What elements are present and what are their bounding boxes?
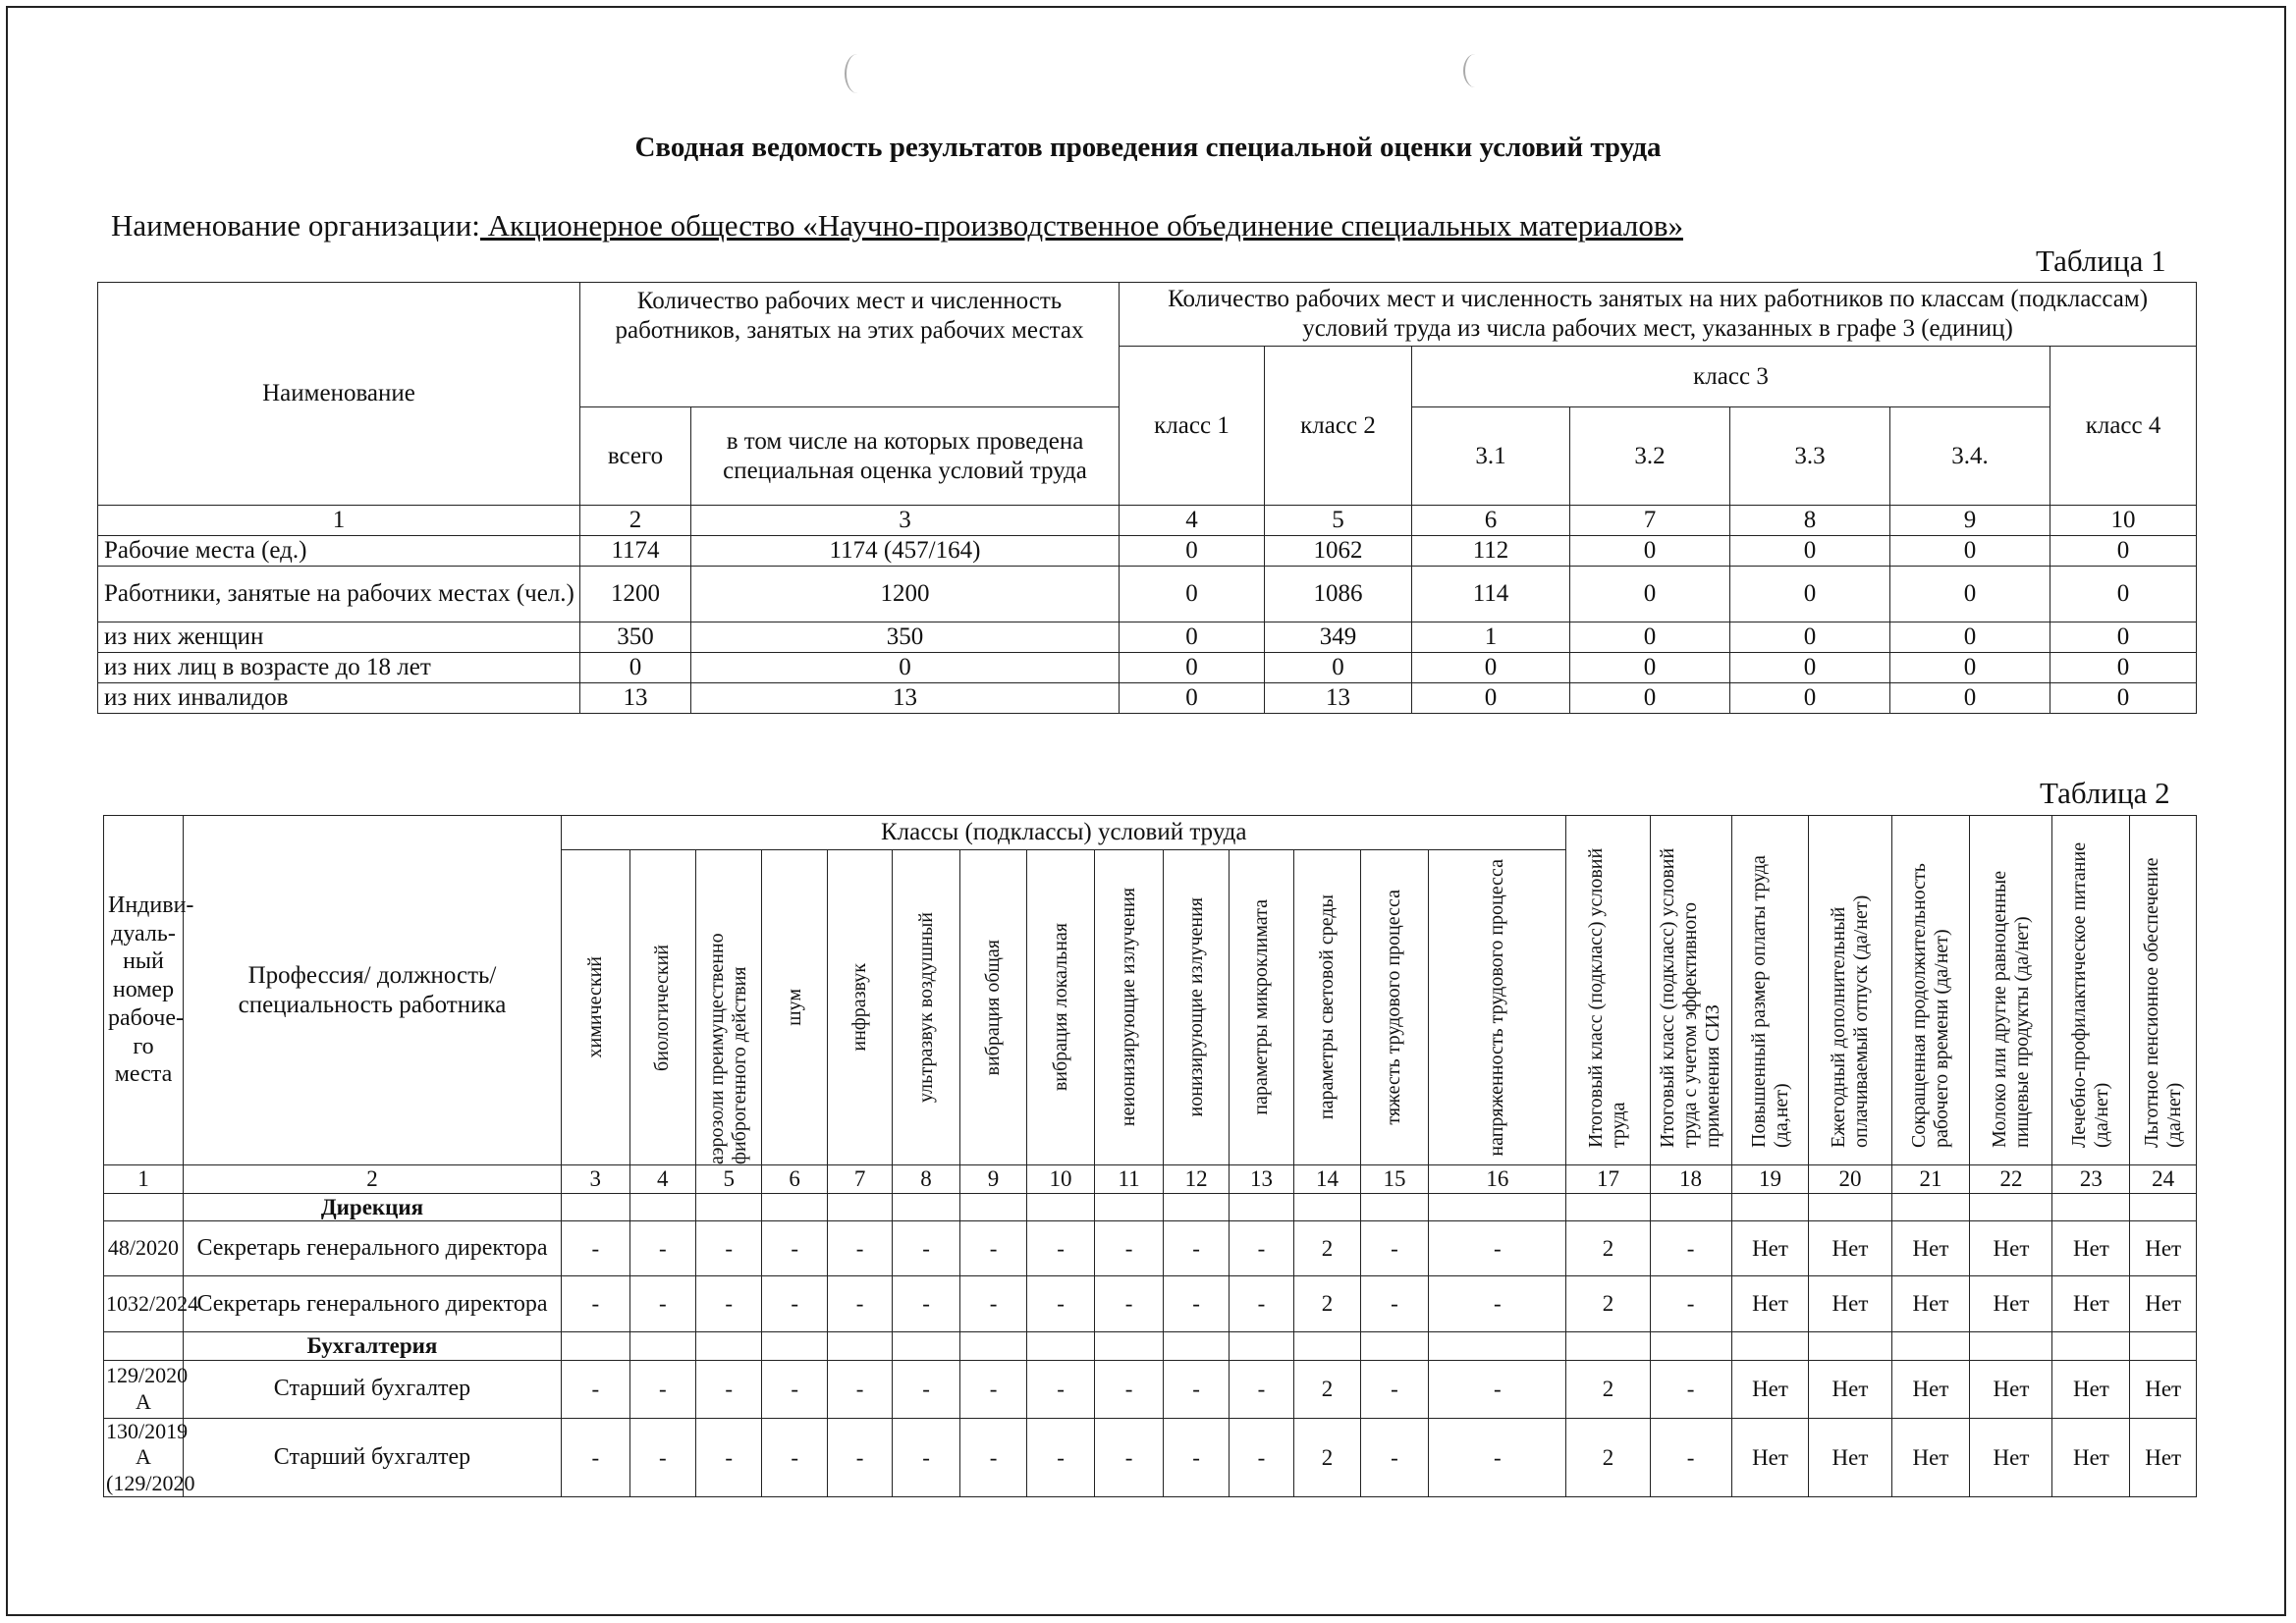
workplace-id: 130/2019 А (129/2020 bbox=[104, 1418, 184, 1496]
column-number: 2 bbox=[580, 506, 691, 536]
table-cell: 350 bbox=[580, 622, 691, 653]
column-numbers-row bbox=[104, 1165, 2197, 1194]
table-cell: 349 bbox=[1265, 622, 1412, 653]
table-cell: Нет bbox=[2052, 1360, 2130, 1418]
table-cell: Нет bbox=[1891, 1360, 1970, 1418]
table-cell: Нет bbox=[2130, 1221, 2197, 1276]
table-cell: - bbox=[1027, 1360, 1095, 1418]
group-b-header: Количество рабочих мест и численность занятых на них работников по классам (подклассам) условий труда из числа рабочих мест, указанных в графе 3 (единиц) bbox=[1120, 283, 2197, 347]
organization-name: Акционерное общество «Научно-производственное объединение специальных материалов» bbox=[479, 208, 1683, 243]
column-number: 4 bbox=[629, 1165, 695, 1194]
profession-name: Секретарь генерального директора bbox=[183, 1221, 561, 1276]
table-cell: - bbox=[562, 1360, 630, 1418]
table-cell: - bbox=[827, 1418, 892, 1496]
column-number: 9 bbox=[1890, 506, 2050, 536]
table-cell bbox=[696, 1332, 762, 1361]
row-label: из них женщин bbox=[98, 622, 580, 653]
table-cell: 2 bbox=[1566, 1221, 1650, 1276]
factor-header: неионизирующие излучения bbox=[1094, 850, 1164, 1165]
column-number: 1 bbox=[98, 506, 580, 536]
table-cell bbox=[762, 1193, 827, 1221]
table-cell: Нет bbox=[1970, 1221, 2052, 1276]
table-cell bbox=[562, 1193, 630, 1221]
column-numbers-row bbox=[98, 506, 2197, 536]
col-name-header: Наименование bbox=[98, 283, 580, 506]
table-cell: Нет bbox=[2130, 1276, 2197, 1332]
table-cell: - bbox=[1094, 1360, 1164, 1418]
table-cell: - bbox=[696, 1221, 762, 1276]
table-cell: - bbox=[1650, 1360, 1731, 1418]
extra-header: Сокращенная продолжительность рабочего времени (да/нет) bbox=[1891, 816, 1970, 1165]
table-cell: 0 bbox=[1570, 622, 1730, 653]
extra-header: Молоко или другие равноценные пищевые продукты (да/нет) bbox=[1970, 816, 2052, 1165]
table-cell bbox=[762, 1332, 827, 1361]
table-cell: 0 bbox=[1730, 622, 1890, 653]
table-cell bbox=[696, 1193, 762, 1221]
table-cell: - bbox=[696, 1418, 762, 1496]
profession-name: Старший бухгалтер bbox=[183, 1360, 561, 1418]
table-cell bbox=[1970, 1193, 2052, 1221]
table-cell: 0 bbox=[1730, 653, 1890, 683]
table-cell: Нет bbox=[1731, 1360, 1809, 1418]
table-cell: Нет bbox=[1809, 1221, 1891, 1276]
table-cell bbox=[1731, 1332, 1809, 1361]
factor-header: напряженность трудового процесса bbox=[1429, 850, 1566, 1165]
class4-header: класс 4 bbox=[2050, 347, 2197, 506]
factor-header: ультразвук воздушный bbox=[893, 850, 960, 1165]
column-number: 17 bbox=[1566, 1165, 1650, 1194]
table-cell: 0 bbox=[1890, 683, 2050, 714]
table-cell: 0 bbox=[2050, 653, 2197, 683]
table2-caption: Таблица 2 bbox=[2040, 776, 2170, 810]
table-cell: 0 bbox=[2050, 683, 2197, 714]
sub-header-3-4: 3.4. bbox=[1890, 407, 2050, 506]
table-cell: - bbox=[629, 1418, 695, 1496]
column-number: 8 bbox=[893, 1165, 960, 1194]
column-number: 22 bbox=[1970, 1165, 2052, 1194]
table-cell: - bbox=[762, 1221, 827, 1276]
column-number: 7 bbox=[1570, 506, 1730, 536]
table-cell bbox=[1566, 1332, 1650, 1361]
table-cell: 1086 bbox=[1265, 567, 1412, 622]
table-cell: 350 bbox=[691, 622, 1120, 653]
table-cell bbox=[1731, 1193, 1809, 1221]
table-cell: - bbox=[629, 1276, 695, 1332]
table-cell: 1200 bbox=[580, 567, 691, 622]
column-number: 10 bbox=[1027, 1165, 1095, 1194]
column-number: 21 bbox=[1891, 1165, 1970, 1194]
table-cell: 0 bbox=[1570, 653, 1730, 683]
table-cell: - bbox=[1164, 1221, 1229, 1276]
factor-header: шум bbox=[762, 850, 827, 1165]
table-cell: 13 bbox=[1265, 683, 1412, 714]
table-cell: - bbox=[1229, 1360, 1293, 1418]
table-cell: 0 bbox=[1120, 567, 1265, 622]
table-cell: Нет bbox=[2130, 1418, 2197, 1496]
column-number: 6 bbox=[762, 1165, 827, 1194]
table-cell: - bbox=[893, 1221, 960, 1276]
workplace-id-header: Индиви-дуаль-ный номер рабоче-го места bbox=[104, 816, 184, 1165]
table-cell: 1 bbox=[1412, 622, 1570, 653]
sub-header-3-3: 3.3 bbox=[1730, 407, 1890, 506]
department-row bbox=[104, 1193, 2197, 1221]
sub-header-3-1: 3.1 bbox=[1412, 407, 1570, 506]
table-cell: 0 bbox=[1890, 622, 2050, 653]
factor-header: вибрация локальная bbox=[1027, 850, 1095, 1165]
column-number: 15 bbox=[1360, 1165, 1429, 1194]
table-cell bbox=[827, 1193, 892, 1221]
table-cell: - bbox=[1094, 1418, 1164, 1496]
table-cell: - bbox=[629, 1360, 695, 1418]
column-number: 5 bbox=[1265, 506, 1412, 536]
column-number: 19 bbox=[1731, 1165, 1809, 1194]
table-cell: 2 bbox=[1294, 1221, 1360, 1276]
table-cell: 2 bbox=[1294, 1276, 1360, 1332]
column-number: 24 bbox=[2130, 1165, 2197, 1194]
table-cell bbox=[1229, 1193, 1293, 1221]
table-cell: Нет bbox=[1891, 1276, 1970, 1332]
table-cell: - bbox=[827, 1276, 892, 1332]
extra-header: Ежегодный дополнительный оплачиваемый отпуск (да/нет) bbox=[1809, 816, 1891, 1165]
extra-header: Льготное пенсионное обеспечение (да/нет) bbox=[2130, 816, 2197, 1165]
table-cell: - bbox=[1229, 1221, 1293, 1276]
table-cell: 0 bbox=[580, 653, 691, 683]
table-cell bbox=[1809, 1332, 1891, 1361]
table-cell bbox=[959, 1332, 1027, 1361]
table-cell: - bbox=[762, 1276, 827, 1332]
table-cell: Нет bbox=[1809, 1418, 1891, 1496]
table-cell bbox=[1650, 1193, 1731, 1221]
table-cell: 0 bbox=[2050, 536, 2197, 567]
table-cell: - bbox=[1164, 1276, 1229, 1332]
table-cell: 1200 bbox=[691, 567, 1120, 622]
table-cell bbox=[2052, 1193, 2130, 1221]
table-cell bbox=[1229, 1332, 1293, 1361]
factor-header: инфразвук bbox=[827, 850, 892, 1165]
table-cell: 0 bbox=[1570, 567, 1730, 622]
table-cell: 0 bbox=[1265, 653, 1412, 683]
workplace-table bbox=[103, 815, 2197, 1497]
table-cell: - bbox=[1360, 1418, 1429, 1496]
column-number: 11 bbox=[1094, 1165, 1164, 1194]
table-cell: Нет bbox=[1970, 1418, 2052, 1496]
scan-mark bbox=[1463, 54, 1487, 87]
column-number: 8 bbox=[1730, 506, 1890, 536]
column-number: 18 bbox=[1650, 1165, 1731, 1194]
table-cell: 0 bbox=[1120, 683, 1265, 714]
table-cell bbox=[2130, 1193, 2197, 1221]
table-cell: - bbox=[827, 1221, 892, 1276]
table-cell: - bbox=[1650, 1418, 1731, 1496]
table-cell bbox=[1891, 1332, 1970, 1361]
table-cell: 0 bbox=[1412, 653, 1570, 683]
factor-header: тяжесть трудового процесса bbox=[1360, 850, 1429, 1165]
extra-header: Повышенный размер оплаты труда (да,нет) bbox=[1731, 816, 1809, 1165]
table-cell bbox=[1094, 1193, 1164, 1221]
table-cell bbox=[1891, 1193, 1970, 1221]
table-cell: - bbox=[1229, 1276, 1293, 1332]
table-cell: 0 bbox=[1890, 536, 2050, 567]
factor-header: аэрозоли преимущественно фиброгенного действия bbox=[696, 850, 762, 1165]
table-cell bbox=[1429, 1193, 1566, 1221]
table-cell: - bbox=[959, 1360, 1027, 1418]
table-cell: 2 bbox=[1294, 1418, 1360, 1496]
table-cell: Нет bbox=[1809, 1360, 1891, 1418]
table-cell bbox=[827, 1332, 892, 1361]
column-number: 4 bbox=[1120, 506, 1265, 536]
table-cell: - bbox=[959, 1276, 1027, 1332]
class3-header: класс 3 bbox=[1412, 347, 2050, 407]
table-cell: - bbox=[562, 1221, 630, 1276]
table-cell bbox=[629, 1332, 695, 1361]
profession-name: Секретарь генерального директора bbox=[183, 1276, 561, 1332]
table-cell: - bbox=[1429, 1360, 1566, 1418]
table-cell: - bbox=[1360, 1276, 1429, 1332]
department-name: Дирекция bbox=[183, 1193, 561, 1221]
table-cell: 0 bbox=[1412, 683, 1570, 714]
factor-header: вибрация общая bbox=[959, 850, 1027, 1165]
table-cell bbox=[1027, 1193, 1095, 1221]
table1-caption: Таблица 1 bbox=[2036, 243, 2166, 278]
column-number: 16 bbox=[1429, 1165, 1566, 1194]
department-row bbox=[104, 1332, 2197, 1361]
table-cell bbox=[1360, 1193, 1429, 1221]
table-cell: Нет bbox=[1731, 1418, 1809, 1496]
table-cell: - bbox=[893, 1360, 960, 1418]
table-cell: - bbox=[893, 1276, 960, 1332]
table-cell: - bbox=[959, 1221, 1027, 1276]
column-number: 6 bbox=[1412, 506, 1570, 536]
factor-header: химический bbox=[562, 850, 630, 1165]
table-cell bbox=[629, 1193, 695, 1221]
workplace-id: 129/2020 А bbox=[104, 1360, 184, 1418]
summary-table bbox=[97, 282, 2197, 714]
table-cell: 13 bbox=[691, 683, 1120, 714]
table-cell: - bbox=[762, 1418, 827, 1496]
table-cell: - bbox=[1229, 1418, 1293, 1496]
column-number: 13 bbox=[1229, 1165, 1293, 1194]
table-cell bbox=[1294, 1193, 1360, 1221]
table-row bbox=[104, 1418, 2197, 1496]
table-cell: - bbox=[959, 1418, 1027, 1496]
table-cell: - bbox=[1164, 1418, 1229, 1496]
table-row bbox=[104, 1360, 2197, 1418]
table-row bbox=[98, 683, 2197, 714]
table-row bbox=[104, 1276, 2197, 1332]
table-cell: Нет bbox=[2052, 1221, 2130, 1276]
table-cell: Нет bbox=[1970, 1276, 2052, 1332]
table-cell: 1062 bbox=[1265, 536, 1412, 567]
table-cell: 0 bbox=[1890, 653, 2050, 683]
table-cell bbox=[104, 1332, 184, 1361]
table-cell: 0 bbox=[1730, 567, 1890, 622]
table-cell: - bbox=[629, 1221, 695, 1276]
department-name: Бухгалтерия bbox=[183, 1332, 561, 1361]
table-cell bbox=[1094, 1332, 1164, 1361]
table-cell: 0 bbox=[1120, 622, 1265, 653]
table-cell: - bbox=[1360, 1360, 1429, 1418]
scan-mark bbox=[845, 54, 870, 93]
column-number: 20 bbox=[1809, 1165, 1891, 1194]
extra-header: Итоговый класс (подкласс) условий труда bbox=[1566, 816, 1650, 1165]
table-cell: 0 bbox=[2050, 567, 2197, 622]
factor-header: параметры микроклимата bbox=[1229, 850, 1293, 1165]
workplace-id: 1032/2024 bbox=[104, 1276, 184, 1332]
table-cell: 0 bbox=[1570, 683, 1730, 714]
class2-header: класс 2 bbox=[1265, 347, 1412, 506]
table-cell bbox=[893, 1193, 960, 1221]
row-label: Рабочие места (ед.) bbox=[98, 536, 580, 567]
table-cell: - bbox=[893, 1418, 960, 1496]
table-cell bbox=[893, 1332, 960, 1361]
table-row bbox=[98, 622, 2197, 653]
table-cell bbox=[1809, 1193, 1891, 1221]
table-cell: - bbox=[1429, 1221, 1566, 1276]
table-cell: 0 bbox=[1730, 536, 1890, 567]
table-cell bbox=[1164, 1193, 1229, 1221]
column-number: 14 bbox=[1294, 1165, 1360, 1194]
factor-header: биологический bbox=[629, 850, 695, 1165]
table-cell: Нет bbox=[1891, 1418, 1970, 1496]
column-number: 12 bbox=[1164, 1165, 1229, 1194]
table-cell: - bbox=[696, 1276, 762, 1332]
factor-header: параметры световой среды bbox=[1294, 850, 1360, 1165]
table-cell: - bbox=[1094, 1276, 1164, 1332]
table-cell: 1174 (457/164) bbox=[691, 536, 1120, 567]
table-cell bbox=[1294, 1332, 1360, 1361]
table-cell: 2 bbox=[1566, 1360, 1650, 1418]
table-cell: Нет bbox=[1731, 1221, 1809, 1276]
table-cell: 0 bbox=[1570, 536, 1730, 567]
table-cell: 0 bbox=[691, 653, 1120, 683]
column-number: 2 bbox=[183, 1165, 561, 1194]
organization-line bbox=[111, 208, 1683, 243]
organization-label: Наименование организации: bbox=[111, 208, 480, 243]
row-label: из них инвалидов bbox=[98, 683, 580, 714]
table-cell: - bbox=[1650, 1221, 1731, 1276]
table-cell bbox=[1027, 1332, 1095, 1361]
table-cell: 13 bbox=[580, 683, 691, 714]
table-cell: 0 bbox=[1730, 683, 1890, 714]
assessed-header: в том числе на которых проведена специальная оценка условий труда bbox=[691, 407, 1120, 506]
profession-header: Профессия/ должность/ специальность работника bbox=[183, 816, 561, 1165]
table-cell: - bbox=[562, 1276, 630, 1332]
table-cell: 2 bbox=[1566, 1276, 1650, 1332]
table-cell: - bbox=[762, 1360, 827, 1418]
table-cell: - bbox=[1650, 1276, 1731, 1332]
table-cell: - bbox=[1027, 1276, 1095, 1332]
table-cell: Нет bbox=[2052, 1418, 2130, 1496]
table-cell: 1174 bbox=[580, 536, 691, 567]
column-number: 3 bbox=[562, 1165, 630, 1194]
profession-name: Старший бухгалтер bbox=[183, 1418, 561, 1496]
table-cell: Нет bbox=[2052, 1276, 2130, 1332]
table-cell bbox=[1970, 1332, 2052, 1361]
column-number: 10 bbox=[2050, 506, 2197, 536]
document-title: Сводная ведомость результатов проведения специальной оценки условий труда bbox=[634, 132, 1662, 163]
table-cell: 0 bbox=[1890, 567, 2050, 622]
table-cell: - bbox=[1429, 1276, 1566, 1332]
table-cell: - bbox=[1164, 1360, 1229, 1418]
table-cell: 0 bbox=[2050, 622, 2197, 653]
table-cell: 114 bbox=[1412, 567, 1570, 622]
table-cell bbox=[562, 1332, 630, 1361]
table-row bbox=[98, 567, 2197, 622]
table-cell: Нет bbox=[1809, 1276, 1891, 1332]
table-cell bbox=[2130, 1332, 2197, 1361]
table-cell: - bbox=[562, 1418, 630, 1496]
row-label: Работники, занятые на рабочих местах (чел.) bbox=[98, 567, 580, 622]
table-cell: - bbox=[1429, 1418, 1566, 1496]
column-number: 9 bbox=[959, 1165, 1027, 1194]
table-cell bbox=[2052, 1332, 2130, 1361]
table-cell: 2 bbox=[1294, 1360, 1360, 1418]
conditions-classes-header: Классы (подклассы) условий труда bbox=[562, 816, 1566, 850]
table-row bbox=[98, 653, 2197, 683]
table-row bbox=[104, 1221, 2197, 1276]
table-row bbox=[98, 536, 2197, 567]
table-cell bbox=[104, 1193, 184, 1221]
factor-header: ионизирующие излучения bbox=[1164, 850, 1229, 1165]
extra-header: Итоговый класс (подкласс) условий труда с учетом эффективного применения СИЗ bbox=[1650, 816, 1731, 1165]
column-number: 23 bbox=[2052, 1165, 2130, 1194]
table-cell: Нет bbox=[2130, 1360, 2197, 1418]
table-cell: 0 bbox=[1120, 536, 1265, 567]
class1-header: класс 1 bbox=[1120, 347, 1265, 506]
table-cell: 112 bbox=[1412, 536, 1570, 567]
extra-header: Лечебно-профилактическое питание (да/нет) bbox=[2052, 816, 2130, 1165]
table-cell: - bbox=[1094, 1221, 1164, 1276]
table-cell bbox=[1164, 1332, 1229, 1361]
column-number: 7 bbox=[827, 1165, 892, 1194]
table-cell: - bbox=[1027, 1418, 1095, 1496]
group-a-header: Количество рабочих мест и численность работников, занятых на этих рабочих местах bbox=[580, 283, 1120, 407]
table-cell bbox=[1650, 1332, 1731, 1361]
table-cell: Нет bbox=[1891, 1221, 1970, 1276]
table-cell: 2 bbox=[1566, 1418, 1650, 1496]
table-cell bbox=[1360, 1332, 1429, 1361]
row-label: из них лиц в возрасте до 18 лет bbox=[98, 653, 580, 683]
table-cell: Нет bbox=[1970, 1360, 2052, 1418]
total-header: всего bbox=[580, 407, 691, 506]
table-cell: - bbox=[696, 1360, 762, 1418]
sub-header-3-2: 3.2 bbox=[1570, 407, 1730, 506]
table-cell bbox=[1429, 1332, 1566, 1361]
table-cell bbox=[1566, 1193, 1650, 1221]
table-cell: - bbox=[827, 1360, 892, 1418]
table-cell: 0 bbox=[1120, 653, 1265, 683]
table-cell bbox=[959, 1193, 1027, 1221]
column-number: 3 bbox=[691, 506, 1120, 536]
table-cell: Нет bbox=[1731, 1276, 1809, 1332]
workplace-id: 48/2020 bbox=[104, 1221, 184, 1276]
table-cell: - bbox=[1027, 1221, 1095, 1276]
column-number: 1 bbox=[104, 1165, 184, 1194]
column-number: 5 bbox=[696, 1165, 762, 1194]
table-cell: - bbox=[1360, 1221, 1429, 1276]
